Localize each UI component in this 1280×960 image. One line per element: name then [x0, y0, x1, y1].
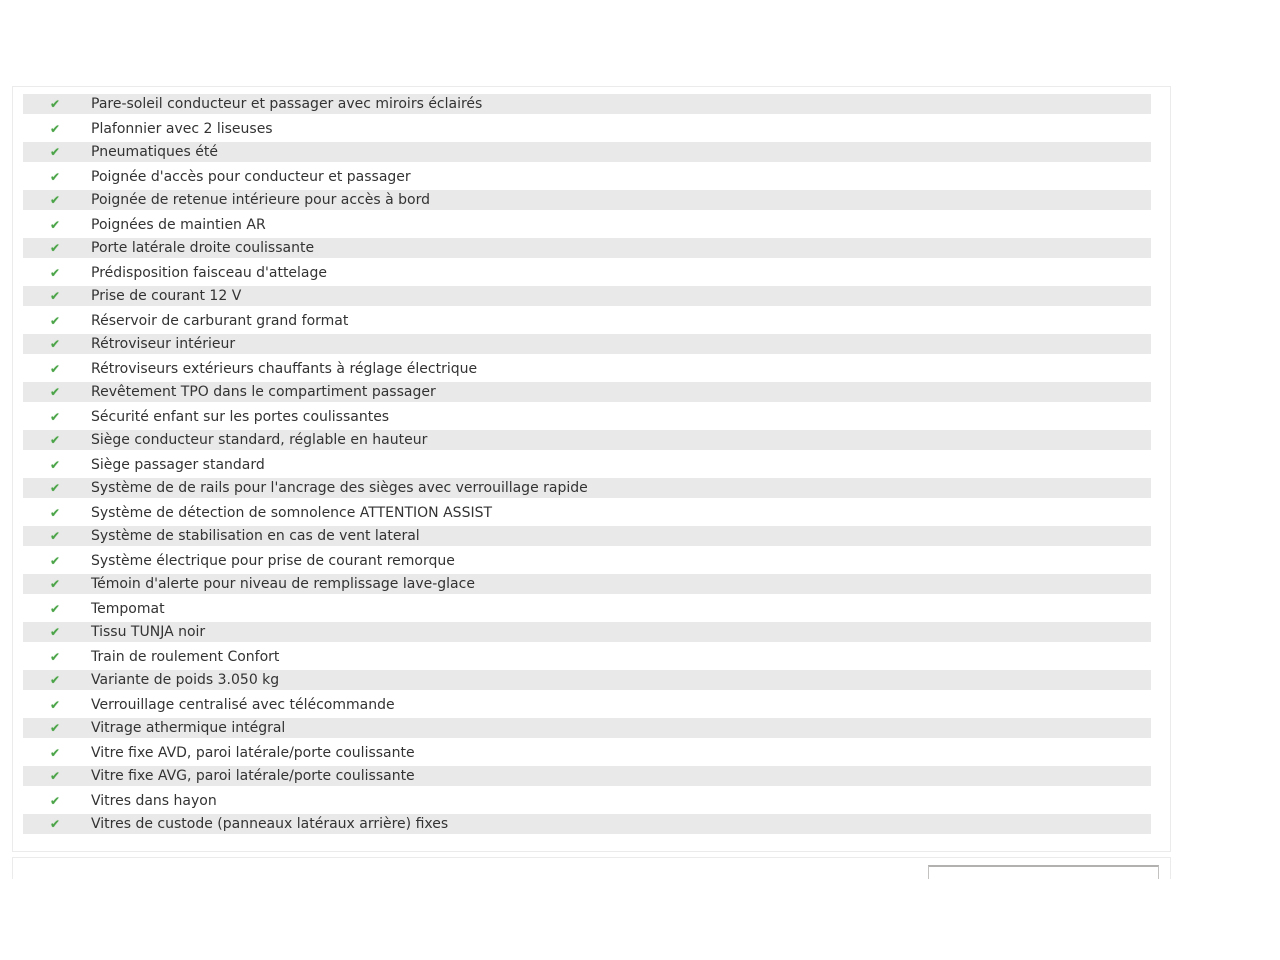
check-icon: ✔: [49, 241, 61, 255]
check-icon: ✔: [49, 145, 61, 159]
feature-row: [23, 525, 1151, 549]
feature-label: Siège conducteur standard, réglable en hauteur: [91, 432, 428, 448]
feature-row: [23, 477, 1151, 501]
equipment-list: [23, 93, 1151, 837]
feature-row: [23, 789, 1151, 813]
check-icon: ✔: [49, 506, 61, 520]
feature-row: [23, 453, 1151, 477]
feature-label: Rétroviseurs extérieurs chauffants à réglage électrique: [91, 361, 478, 377]
feature-row: [23, 669, 1151, 693]
check-icon: ✔: [49, 362, 61, 376]
feature-row: [23, 117, 1151, 141]
feature-row: [23, 501, 1151, 525]
feature-row: [23, 693, 1151, 717]
feature-label: Pneumatiques été: [91, 144, 218, 160]
feature-label: Poignée de retenue intérieure pour accès à bord: [91, 192, 431, 208]
check-icon: ✔: [49, 769, 61, 783]
feature-label: Variante de poids 3.050 kg: [91, 672, 280, 688]
feature-label: Système de de rails pour l'ancrage des sièges avec verrouillage rapide: [91, 480, 588, 496]
check-icon: ✔: [49, 122, 61, 136]
feature-row: [23, 309, 1151, 333]
feature-label: Vitrage athermique intégral: [91, 720, 286, 736]
feature-label: Siège passager standard: [91, 457, 265, 473]
feature-label: Verrouillage centralisé avec télécommande: [91, 697, 395, 713]
feature-row: [23, 573, 1151, 597]
feature-row: [23, 597, 1151, 621]
feature-label: Revêtement TPO dans le compartiment passager: [91, 384, 436, 400]
feature-label: Poignée d'accès pour conducteur et passager: [91, 169, 411, 185]
feature-row: [23, 765, 1151, 789]
check-icon: ✔: [49, 625, 61, 639]
feature-row: [23, 549, 1151, 573]
feature-label: Système électrique pour prise de courant remorque: [91, 553, 455, 569]
check-icon: ✔: [49, 481, 61, 495]
equipment-panel: [12, 86, 1171, 852]
feature-label: Tissu TUNJA noir: [91, 624, 206, 640]
feature-row: [23, 189, 1151, 213]
feature-label: Rétroviseur intérieur: [91, 336, 236, 352]
feature-row: [23, 645, 1151, 669]
feature-row: [23, 717, 1151, 741]
check-icon: ✔: [49, 458, 61, 472]
check-icon: ✔: [49, 529, 61, 543]
feature-label: Poignées de maintien AR: [91, 217, 266, 233]
check-icon: ✔: [49, 698, 61, 712]
check-icon: ✔: [49, 650, 61, 664]
feature-label: Vitre fixe AVG, paroi latérale/porte coulissante: [91, 768, 415, 784]
feature-row: [23, 285, 1151, 309]
feature-label: Vitres dans hayon: [91, 793, 217, 809]
feature-row: [23, 333, 1151, 357]
feature-row: [23, 381, 1151, 405]
check-icon: ✔: [49, 433, 61, 447]
check-icon: ✔: [49, 218, 61, 232]
feature-label: Vitres de custode (panneaux latéraux arrière) fixes: [91, 816, 449, 832]
check-icon: ✔: [49, 602, 61, 616]
feature-row: [23, 213, 1151, 237]
check-icon: ✔: [49, 721, 61, 735]
check-icon: ✔: [49, 410, 61, 424]
feature-label: Tempomat: [91, 601, 165, 617]
feature-label: Sécurité enfant sur les portes coulissantes: [91, 409, 390, 425]
check-icon: ✔: [49, 385, 61, 399]
check-icon: ✔: [49, 314, 61, 328]
feature-label: Système de détection de somnolence ATTENTION ASSIST: [91, 505, 493, 521]
feature-label: Vitre fixe AVD, paroi latérale/porte coulissante: [91, 745, 415, 761]
feature-label: Train de roulement Confort: [91, 649, 280, 665]
feature-row: [23, 429, 1151, 453]
feature-label: Porte latérale droite coulissante: [91, 240, 315, 256]
feature-row: [23, 165, 1151, 189]
feature-row: [23, 141, 1151, 165]
check-icon: ✔: [49, 289, 61, 303]
feature-row: [23, 405, 1151, 429]
feature-label: Plafonnier avec 2 liseuses: [91, 121, 273, 137]
check-icon: ✔: [49, 794, 61, 808]
feature-row: [23, 741, 1151, 765]
check-icon: ✔: [49, 673, 61, 687]
check-icon: ✔: [49, 193, 61, 207]
check-icon: ✔: [49, 337, 61, 351]
check-icon: ✔: [49, 577, 61, 591]
feature-row: [23, 813, 1151, 837]
feature-row: [23, 357, 1151, 381]
feature-label: Témoin d'alerte pour niveau de remplissage lave-glace: [91, 576, 475, 592]
check-icon: ✔: [49, 170, 61, 184]
feature-label: Prédisposition faisceau d'attelage: [91, 265, 328, 281]
feature-label: Pare-soleil conducteur et passager avec miroirs éclairés: [91, 96, 483, 112]
clipped-control[interactable]: [928, 865, 1159, 879]
check-icon: ✔: [49, 554, 61, 568]
check-icon: ✔: [49, 266, 61, 280]
feature-label: Système de stabilisation en cas de vent lateral: [91, 528, 420, 544]
feature-row: [23, 621, 1151, 645]
feature-row: [23, 261, 1151, 285]
feature-row: [23, 237, 1151, 261]
feature-label: Réservoir de carburant grand format: [91, 313, 349, 329]
feature-row: [23, 93, 1151, 117]
check-icon: ✔: [49, 817, 61, 831]
check-icon: ✔: [49, 97, 61, 111]
check-icon: ✔: [49, 746, 61, 760]
feature-label: Prise de courant 12 V: [91, 288, 242, 304]
